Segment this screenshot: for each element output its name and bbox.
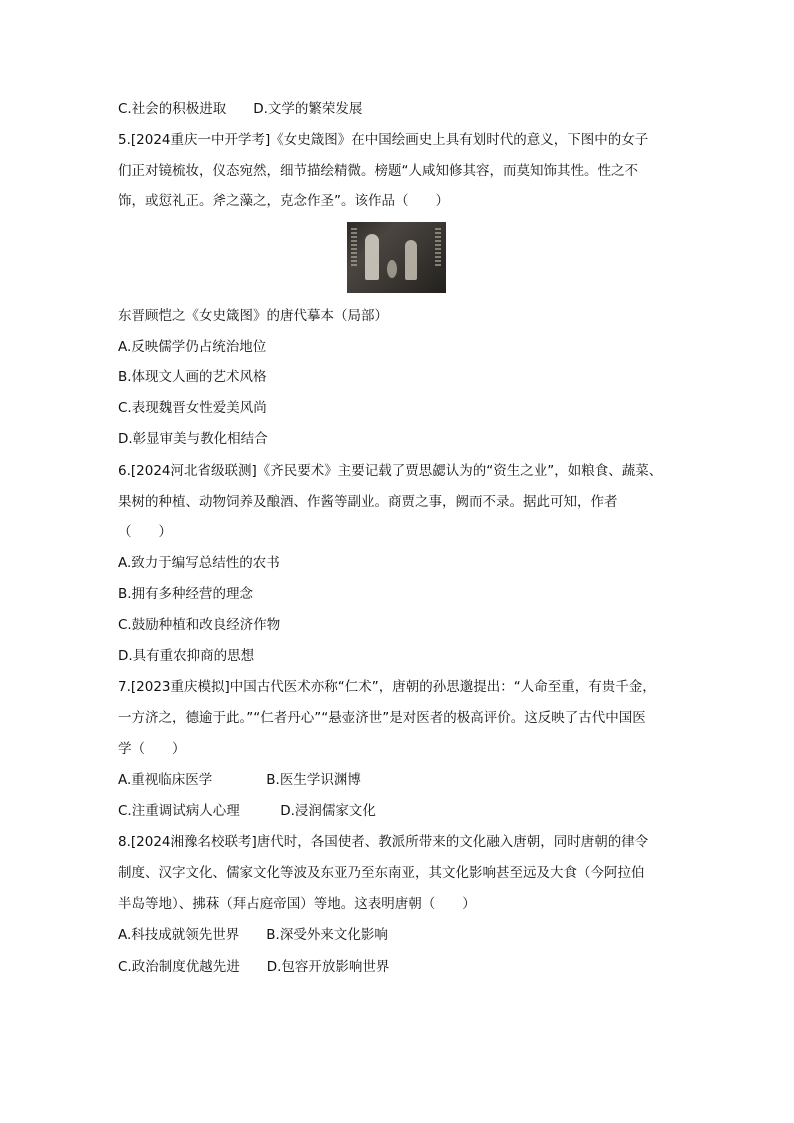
question-5-stem-2: 们正对镜梳妆，仪态宛然，细节描绘精微。榜题“人咸知修其容，而莫知饰其性。性之不 (118, 163, 638, 179)
question-5-option-c: C.表现魏晋女性爱美风尚 (118, 400, 267, 416)
question-5-stem-1: 5.[2024重庆一中开学考]《女史箴图》在中国绘画史上具有划时代的意义，下图中的女子 (118, 132, 649, 148)
question-6-stem-3: （ ） (118, 524, 172, 540)
question-8-stem-1: 8.[2024湘豫名校联考]唐代时，各国使者、教派所带来的文化融入唐朝，同时唐朝的律令 (118, 834, 649, 850)
question-8-stem-2: 制度、汉字文化、儒家文化等波及东亚乃至东南亚，其文化影响甚至远及大食（今阿拉伯 (118, 865, 645, 881)
question-7-stem-2: 一方济之，德逾于此。”“仁者丹心”“悬壶济世”是对医者的极高评价。这反映了古代中国医 (118, 710, 646, 726)
question-6-stem-2: 果树的种植、动物饲养及酿酒、作酱等副业。商贾之事，阙而不录。据此可知，作者 (118, 494, 618, 510)
question-8-options-ab: A.科技成就领先世界 B.深受外来文化影响 (118, 927, 388, 943)
question-8-options-cd: C.政治制度优越先进 D.包容开放影响世界 (118, 959, 390, 975)
question-7-stem-1: 7.[2023重庆模拟]中国古代医术亦称“仁术”，唐朝的孙思邈提出：“人命至重，有贵千金， (118, 679, 656, 695)
question-6-option-a: A.致力于编写总结性的农书 (118, 555, 280, 571)
question-5-option-b: B.体现文人画的艺术风格 (118, 369, 267, 385)
question-5-option-a: A.反映儒学仍占统治地位 (118, 339, 267, 355)
question-7-options-ab: A.重视临床医学 B.医生学识渊博 (118, 772, 361, 788)
question-6-stem-1: 6.[2024河北省级联测]《齐民要术》主要记载了贾思勰认为的“资生之业”，如粮食、蔬菜、 (118, 463, 663, 479)
line-q4-options-cd: C.社会的积极进取 D.文学的繁荣发展 (118, 101, 363, 117)
question-5-option-d: D.彰显审美与教化相结合 (118, 431, 268, 447)
question-7-options-cd: C.注重调试病人心理 D.浸润儒家文化 (118, 803, 376, 819)
painting-image (347, 222, 446, 293)
question-7-stem-3: 学（ ） (118, 741, 186, 757)
question-6-option-b: B.拥有多种经营的理念 (118, 586, 254, 602)
image-caption: 东晋顾恺之《女史箴图》的唐代摹本（局部） (118, 308, 388, 324)
question-6-option-d: D.具有重农抑商的思想 (118, 648, 255, 664)
question-5-stem-3: 饰，或愆礼正。斧之藻之，克念作圣”。该作品（ ） (118, 193, 449, 209)
question-8-stem-3: 半岛等地）、拂菻（拜占庭帝国）等地。这表明唐朝（ ） (118, 896, 476, 912)
question-6-option-c: C.鼓励种植和改良经济作物 (118, 617, 281, 633)
